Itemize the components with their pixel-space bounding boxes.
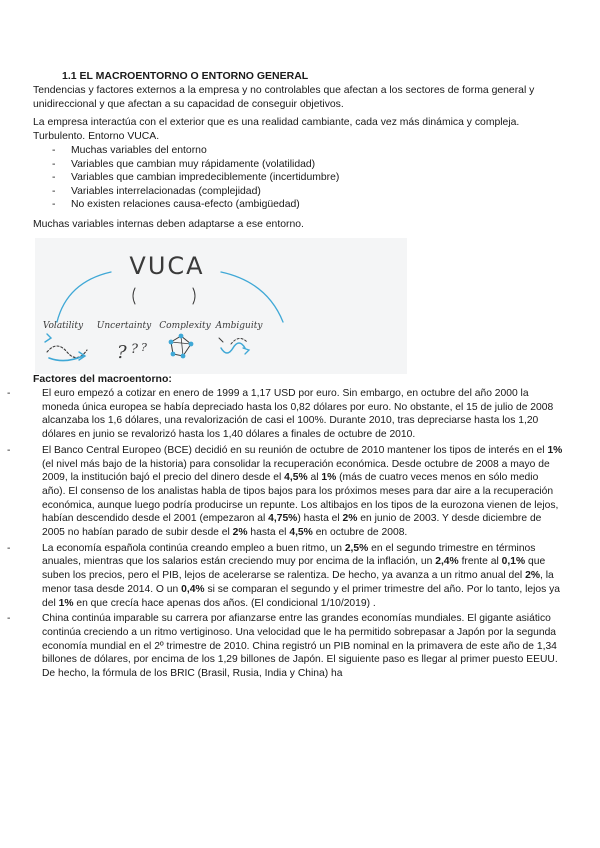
text-segment: que suben los precios, pero el PIB, lejos de acelerarse se ralentiza. De hecho, ya avanza a un ritmo anual del — [42, 556, 546, 582]
factor-item — [5, 444, 563, 540]
text-segment: (más de cuatro veces menos en sólo medio año). El consenso de los analistas habla de tipos bajos para los próximos meses para dar aire a la recuperación económica, aunque luego podría producirse un repunte. Los altibajos en los tipos de la eurozona vienen de lejos, habían descendido desde el 2001 (empezaron al — [42, 472, 559, 525]
text-segment: , la menor tasa desde 2014. O un — [42, 570, 554, 595]
bold-figure: 4,5% — [284, 472, 308, 484]
text-segment: en junio de 2003. Y desde diciembre de 2005 no habían parado de subir desde el — [42, 513, 542, 539]
text-segment: La economía española continúa creando empleo a buen ritmo, un — [42, 542, 345, 554]
uncertainty-icon — [117, 341, 147, 363]
bold-figure: 0,4% — [181, 583, 205, 595]
bold-figure: 4,5% — [289, 527, 313, 539]
label-complexity: Complexity — [159, 321, 211, 331]
factors-list — [5, 387, 563, 683]
bold-figure: 2% — [525, 570, 540, 582]
vuca-diagram — [35, 238, 407, 374]
text-segment: hasta el — [247, 527, 290, 539]
left-arc — [57, 272, 111, 322]
text-segment: si se comparan el segundo y el primer trimestre del año. Por lo tanto, lejos ya del — [42, 583, 561, 609]
svg-text:?: ? — [117, 342, 127, 363]
text-segment: en el segundo trimestre en términos anuales, mientras que los salarios están creciendo muy por encima de la inflación, un — [42, 542, 536, 568]
ambiguity-icon — [219, 338, 249, 354]
text-segment: en que crecía hace apenas dos años. (El condicional 1/10/2019) . — [73, 597, 376, 609]
factor-item — [5, 387, 563, 442]
text-segment: (el nivel más bajo de la historia) para consolidar la recuperación económica. Desde octubre de 2008 a mayo de 2009, la institución bajó el precio del dinero desde el — [42, 458, 550, 484]
list-item: - Variables que cambian muy rápidamente (volatilidad) — [52, 158, 339, 172]
section-heading: 1.1 EL MACROENTORNO O ENTORNO GENERAL — [62, 70, 309, 82]
bold-figure: 4,75% — [268, 513, 298, 525]
label-ambiguity: Ambiguity — [215, 321, 263, 331]
vuca-characteristics-list — [52, 144, 339, 212]
bold-figure: 2,5% — [344, 542, 369, 554]
vuca-title: VUCA — [129, 252, 205, 280]
text-segment: El Banco Central Europeo (BCE) decidió en su reunión de octubre de 2010 mantener los tipos de interés en el — [42, 444, 548, 456]
list-item: - Muchas variables del entorno — [52, 144, 339, 158]
label-uncertainty: Uncertainty — [96, 321, 152, 331]
tick-right — [193, 288, 195, 304]
intro-interaction: La empresa interactúa con el exterior que es una realidad cambiante, cada vez más dinámica y compleja. — [33, 117, 520, 128]
text-segment: ) hasta el — [297, 513, 343, 525]
text-segment: El euro empezó a cotizar en enero de 1999 a 1,17 USD por euro. Sin embargo, en octubre del año 2000 la moneda única europea se había depreciado hasta los 0,82 dólares por euro. No obstante, el 15 de julio de 2008 alcanzaba los 1,6 dólares, una revalorización de casi el 100%. Durante 2010, tras depreciarse hasta los 1,20 dólares en junio se revalorizó hasta los 1,40 dólares a finales de octubre de 2010. — [42, 388, 554, 441]
bold-figure: 1% — [58, 597, 74, 609]
tick-left — [133, 288, 135, 304]
bold-figure: 2% — [342, 513, 358, 525]
right-arc — [221, 272, 283, 322]
internal-variables-note: Muchas variables internas deben adaptarse a ese entorno. — [33, 219, 304, 230]
text-segment: frente al — [458, 556, 502, 568]
volatility-icon — [45, 334, 87, 361]
svg-text:?: ? — [131, 342, 138, 357]
list-item: - No existen relaciones causa-efecto (ambigüedad) — [52, 198, 339, 212]
bold-figure: 2,4% — [435, 556, 459, 568]
bold-figure: 0,1% — [501, 556, 526, 568]
vuca-sketch — [35, 238, 407, 374]
intro-definition: Tendencias y factores externos a la empresa y no controlables que afectan a los sectores de forma general y unidireccional y que afectan a su capacidad de conseguir objetivos. — [33, 85, 535, 110]
list-item: - Variables que cambian impredeciblemente (incertidumbre) — [52, 171, 339, 185]
intro-vuca: Turbulento. Entorno VUCA. — [33, 131, 160, 142]
text-segment: en octubre de 2008. — [312, 527, 408, 539]
complexity-icon — [169, 334, 194, 359]
bold-figure: 1% — [547, 444, 563, 456]
factors-heading: Factores del macroentorno: — [33, 373, 172, 385]
text-segment: China continúa imparable su carrera por afianzarse entre las grandes economías mundiales. El gigante asiático continúa creciendo a un ritmo vertiginoso. Una velocidad que le ha permitido sobrepasar a Japón por la segunda economía mundial en el 2º trimestre de 2010. China registró un PIB nominal en la primavera de este año de 1,34 billones de dólares, por encima de los 1,29 billones de Japón. El siguiente paso es llegar al primer puesto EEUU. De hecho, la fórmula de los BRIC (Brasil, Rusia, India y China) ha — [42, 613, 558, 680]
bold-figure: 1% — [321, 472, 337, 484]
factor-item — [5, 612, 563, 681]
text-segment: al — [307, 472, 322, 484]
bold-figure: 2% — [232, 527, 248, 539]
list-item: - Variables interrelacionadas (complejidad) — [52, 185, 339, 199]
label-volatility: Volatility — [42, 321, 84, 331]
svg-text:?: ? — [141, 341, 147, 354]
factor-item — [5, 542, 563, 611]
